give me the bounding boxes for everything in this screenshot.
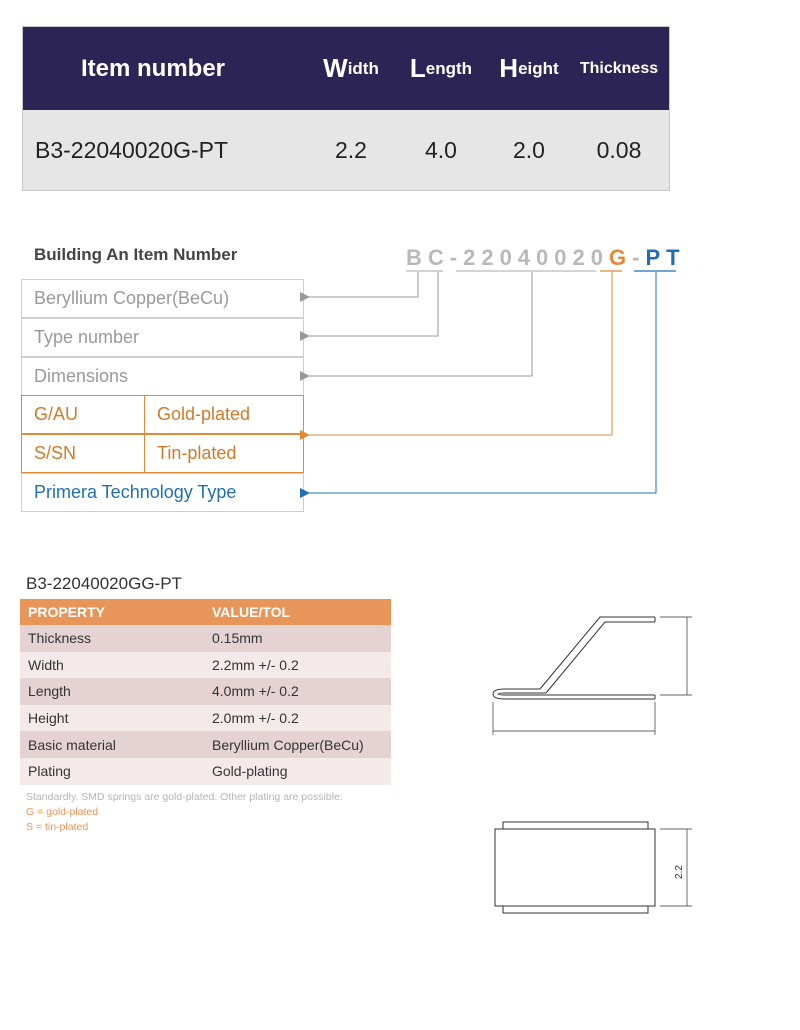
top-view-dimension-label: 2.2: [673, 865, 685, 879]
code-suffix: PT: [645, 245, 686, 270]
build-row-primera: Primera Technology Type: [21, 473, 304, 512]
header-thickness: Thickness: [579, 59, 659, 77]
table-row: Length 4.0mm +/- 0.2: [20, 678, 391, 705]
code-prefix: BC-22040020: [406, 245, 609, 270]
header-length: L ength: [409, 53, 473, 83]
cell-length: 4.0: [425, 136, 457, 163]
header-item-number: Item number: [80, 54, 226, 82]
property-table-header: PROPERTY VALUE/TOL: [20, 599, 391, 625]
side-view-drawing: [493, 617, 692, 735]
table-row: Width 2.2mm +/- 0.2: [20, 652, 391, 679]
code-plating: G: [608, 245, 633, 270]
build-row-dimensions: Dimensions: [21, 357, 304, 396]
build-row-gold: G/AU Gold-plated: [21, 395, 304, 434]
table-row: Plating Gold-plating: [20, 758, 391, 785]
header-height: H eight: [499, 53, 559, 83]
build-row-type: Type number: [21, 318, 304, 357]
header-width: W idth: [323, 53, 379, 83]
build-row-tin: S/SN Tin-plated: [21, 434, 304, 473]
code-dash: -: [632, 245, 646, 270]
plating-notes: Standardly, SMD springs are gold-plated. Other plating are possible: G = gold-plated S = tin-plated: [26, 791, 343, 833]
table-row: Thickness 0.15mm: [20, 625, 391, 652]
cell-width: 2.2: [335, 136, 367, 163]
cell-thickness: 0.08: [596, 136, 642, 163]
property-table-title: B3-22040020GG-PT: [26, 574, 182, 593]
table-row: Basic material Beryllium Copper(BeCu): [20, 731, 391, 758]
building-title: Building An Item Number: [34, 245, 238, 264]
cell-item-number: B3-22040020G-PT: [35, 136, 229, 163]
cell-height: 2.0: [513, 136, 545, 163]
table-row: Height 2.0mm +/- 0.2: [20, 705, 391, 732]
top-view-drawing: [495, 822, 692, 913]
build-row-material: Beryllium Copper(BeCu): [21, 279, 304, 318]
